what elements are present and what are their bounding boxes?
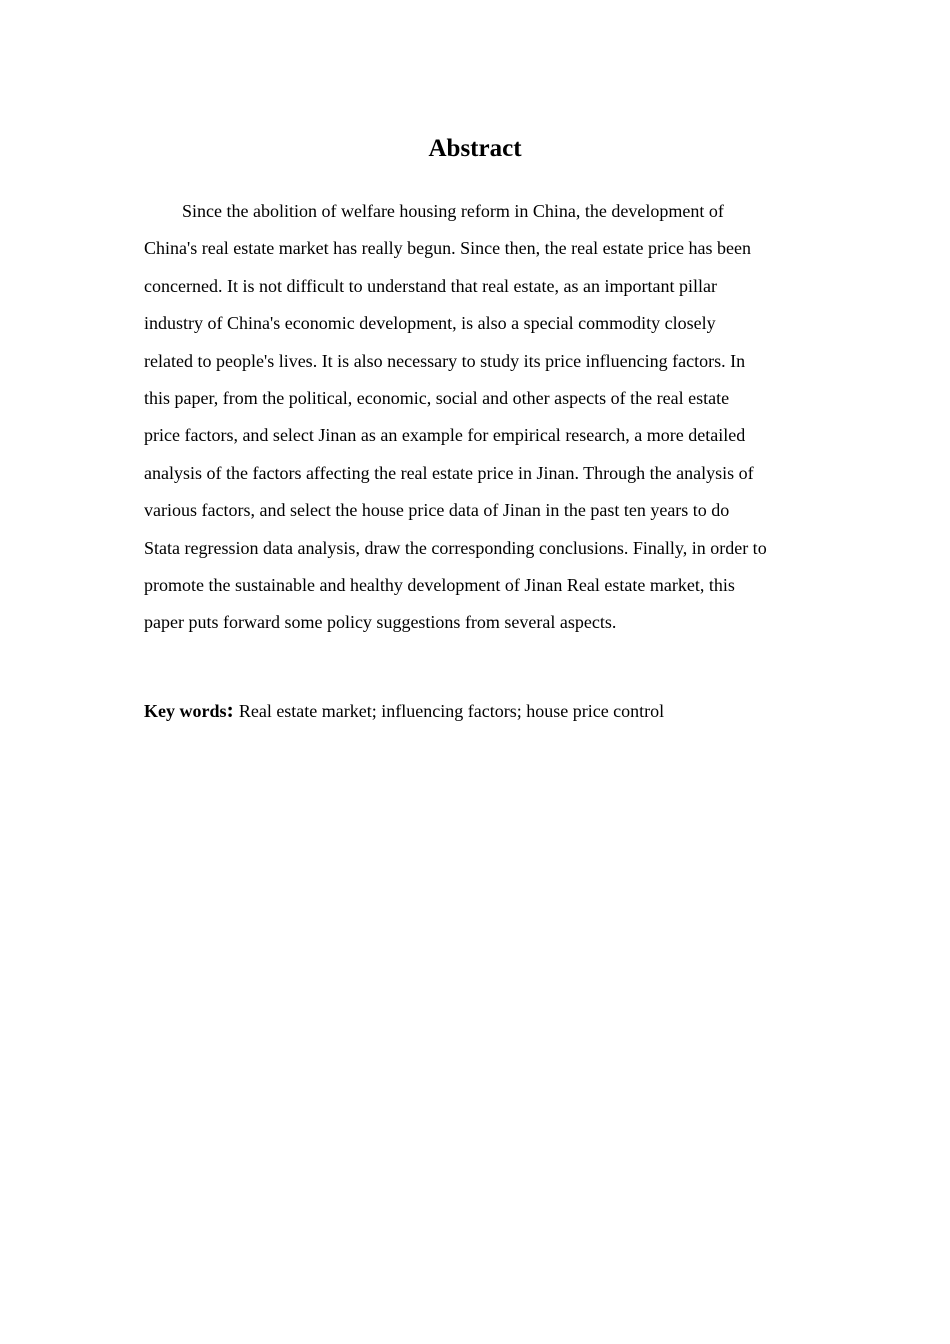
keywords-separator: : [226, 697, 234, 722]
abstract-title: Abstract [428, 135, 522, 162]
keywords-text: Real estate market; influencing factors; house price control [238, 701, 665, 721]
abstract-paragraph: Since the abolition of welfare housing reform in China, the development of China's real estate market has really begun. Since then, the real estate price has been concerned. It is not difficult to understand that real estate, as an important pillar industry of China's economic development, is also a special commodity closely related to people's lives. It is also necessary to study its price influencing factors. In this paper, from the political, economic, social and other aspects of the real estate price factors, and select Jinan as an example for empirical research, a more detailed analysis of the factors affecting the real estate price in Jinan. Through the analysis of various factors, and select the house price data of Jinan in the past ten years to do Stata regression data analysis, draw the corresponding conclusions. Finally, in order to promote the sustainable and healthy development of Jinan Real estate market, this paper puts forward some policy suggestions from several aspects. [144, 201, 767, 633]
keywords-line [144, 691, 812, 730]
keywords-label: Key words [144, 701, 227, 721]
